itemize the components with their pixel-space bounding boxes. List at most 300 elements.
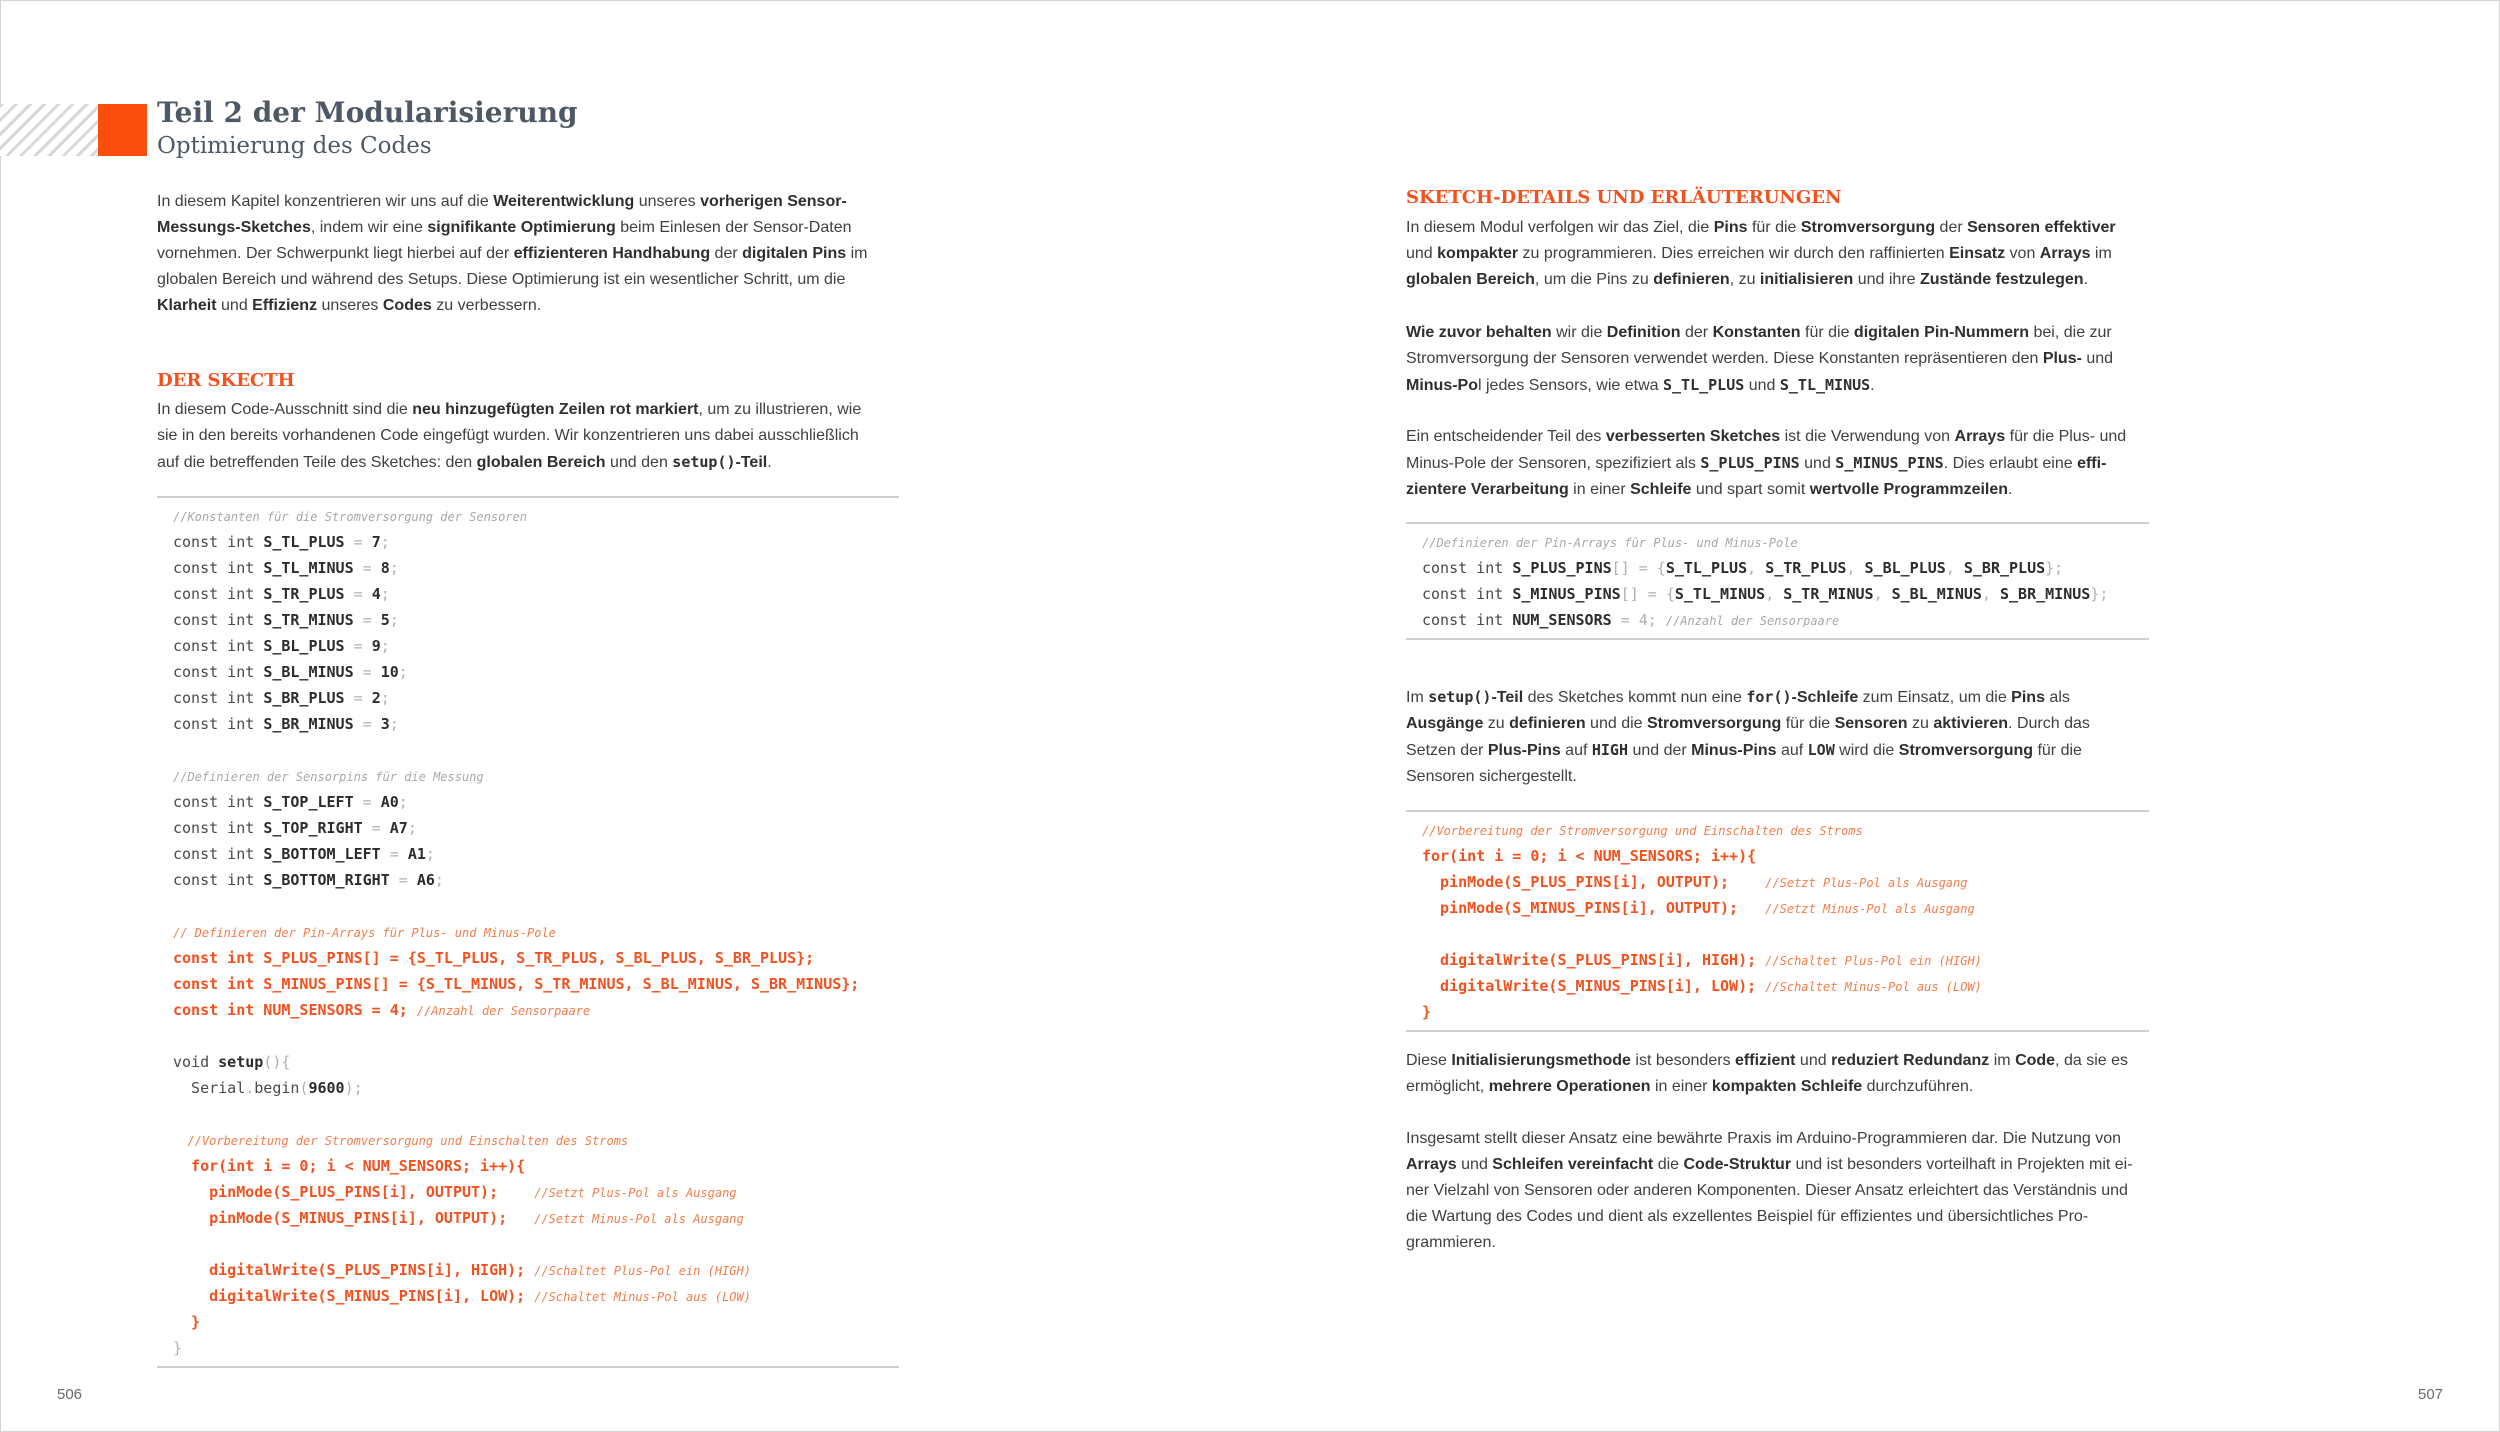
code-token: const int — [1422, 559, 1513, 577]
text-run: zu verbessern. — [431, 297, 542, 314]
code-token: = — [353, 611, 381, 629]
text-run: . — [2008, 481, 2013, 498]
bold-term: aktivieren — [1933, 715, 2009, 732]
section-heading-details: SKETCH-DETAILS UND ERLÄUTERUNGEN — [1406, 187, 1842, 208]
bold-term: Zustände festzulegen — [1920, 271, 2084, 288]
bold-term: vorherigen Sensor-Messungs-Sketches — [157, 193, 847, 236]
code-token: = — [389, 871, 417, 889]
code-line — [173, 815, 899, 841]
code-line — [173, 1335, 899, 1361]
text-run: durchzuführen. — [1862, 1078, 1974, 1095]
code-line — [173, 841, 899, 867]
code-token: const int — [173, 845, 264, 863]
inline-code: S_TL_PLUS — [1662, 376, 1745, 394]
text-run: und — [1799, 455, 1836, 472]
code-token: ); — [344, 1079, 363, 1097]
bold-term: verbesserten Sketches — [1605, 428, 1781, 445]
page-number-left: 506 — [57, 1386, 83, 1403]
code-block-setup-loop — [1406, 810, 2149, 1032]
code-token: //Setzt Plus-Pol als Ausgang — [534, 1186, 737, 1200]
bold-term: definieren — [1653, 271, 1730, 288]
bold-term: initialisieren — [1759, 271, 1854, 288]
code-line — [173, 1283, 899, 1309]
code-token: 7 — [371, 533, 381, 551]
code-token: A7 — [389, 819, 408, 837]
text-run: Im — [1406, 689, 1429, 706]
inline-code: S_MINUS_PINS — [1835, 454, 1944, 472]
text-run: . — [2083, 271, 2089, 288]
code-token: const int — [173, 715, 264, 733]
code-token: digitalWrite(S_MINUS_PINS[i], LOW); — [173, 1287, 535, 1305]
text-run: von — [2005, 245, 2040, 262]
bold-term: definieren — [1509, 715, 1586, 732]
bold-term: signifikante Optimierung — [427, 219, 616, 236]
bold-term: Sensoren effektiver — [1967, 219, 2116, 236]
bold-term: -Teil — [735, 454, 768, 471]
text-run: der — [1680, 324, 1713, 341]
code-token: S_BL_MINUS — [1891, 585, 1982, 603]
bold-term: -Schleife — [1791, 689, 1859, 706]
code-token: 8 — [380, 559, 390, 577]
text-run: beim Einlesen der Sensor-Daten vornehmen. Der Schwerpunkt liegt hierbei auf der — [157, 219, 852, 262]
code-token: , — [1945, 559, 1964, 577]
inline-code: S_PLUS_PINS — [1700, 454, 1800, 472]
code-token: = — [353, 793, 381, 811]
code-token: S_TR_MINUS — [1783, 585, 1874, 603]
code-token: digitalWrite(S_PLUS_PINS[i], HIGH); — [173, 1261, 535, 1279]
code-token: 5 — [380, 611, 390, 629]
code-line — [173, 1257, 899, 1283]
code-token: ; — [407, 819, 417, 837]
bold-term: Arrays — [2039, 245, 2091, 262]
code-token: begin — [254, 1079, 300, 1097]
code-line — [173, 1023, 899, 1049]
text-run: In diesem Code-Ausschnitt sind die — [157, 401, 413, 418]
hatch-decoration — [0, 104, 98, 156]
code-line — [1422, 555, 2149, 581]
text-run: und — [1795, 1052, 1832, 1069]
bold-term: Initialisierungsmethode — [1451, 1052, 1631, 1069]
bold-term: Klarheit — [157, 297, 217, 314]
bold-term: Minus-Pins — [1691, 742, 1777, 759]
code-line — [1422, 869, 2149, 895]
code-line — [173, 659, 899, 685]
text-run: für die Sensoren sichergestellt. — [1406, 742, 2082, 785]
code-line — [173, 711, 899, 737]
code-token: S_TR_PLUS — [263, 585, 345, 603]
code-token: setup — [218, 1053, 264, 1071]
code-line — [173, 997, 899, 1023]
code-line — [173, 1309, 899, 1335]
code-line — [1422, 817, 2149, 843]
code-token: 3 — [380, 715, 390, 733]
code-line — [173, 763, 899, 789]
code-token: S_TL_PLUS — [263, 533, 345, 551]
text-run: zum Einsatz, um die — [1858, 689, 2012, 706]
code-token: 2 — [371, 689, 381, 707]
bold-term: Minus-Po — [1406, 377, 1478, 394]
text-run: für die — [1800, 324, 1854, 341]
code-token: S_TOP_LEFT — [263, 793, 354, 811]
code-token: S_BR_MINUS — [2000, 585, 2091, 603]
bold-term: globalen Bereich — [1406, 271, 1535, 288]
details-paragraph-5 — [1406, 1048, 2133, 1100]
text-run: und — [1456, 1156, 1493, 1173]
text-run: im — [2090, 245, 2112, 262]
bold-term: kompakten Schleife — [1711, 1078, 1863, 1095]
text-run: und den — [605, 454, 673, 471]
bold-term: Code — [2015, 1052, 2056, 1069]
text-run: In diesem Kapitel konzentrieren wir uns auf die — [157, 193, 494, 210]
text-run: und — [1406, 245, 1438, 262]
code-token: } — [1422, 1003, 1432, 1021]
code-token: S_TOP_RIGHT — [263, 819, 363, 837]
inline-code: setup() — [672, 453, 736, 471]
code-token: [] = { — [1611, 559, 1666, 577]
code-token: pinMode(S_MINUS_PINS[i], OUTPUT); — [173, 1209, 535, 1227]
code-token: ; — [389, 559, 399, 577]
code-token: S_BL_MINUS — [263, 663, 354, 681]
text-run: der — [1935, 219, 1968, 236]
bold-term: reduziert Redundanz — [1831, 1052, 1990, 1069]
text-run: und — [1744, 377, 1780, 394]
code-token: 4 — [371, 585, 381, 603]
text-run: ist die Verwendung von — [1780, 428, 1955, 445]
code-line — [173, 789, 899, 815]
bold-term: digitalen Pins — [742, 245, 847, 262]
code-token: . — [245, 1079, 255, 1097]
code-token: ; — [389, 715, 399, 733]
bold-term: digitalen Pin-Nummern — [1853, 324, 2030, 341]
code-line — [1422, 843, 2149, 869]
code-token: S_BOTTOM_LEFT — [263, 845, 381, 863]
code-token: ; — [380, 533, 390, 551]
code-line — [173, 1127, 899, 1153]
inline-code: for() — [1746, 688, 1792, 706]
code-token: //Vorbereitung der Stromversorgung und Einschalten des Stroms — [1422, 824, 1863, 838]
code-token: const int — [1422, 611, 1513, 629]
text-run: und die — [1585, 715, 1647, 732]
bold-term: Stromversorgung — [1800, 219, 1936, 236]
text-run: zu programmieren. Dies erreichen wir durch den raffinierten — [1518, 245, 1950, 262]
text-run: . Durch das Setzen der — [1406, 715, 2090, 759]
code-token: pinMode(S_MINUS_PINS[i], OUTPUT); — [1422, 899, 1766, 917]
code-block-full-sketch — [157, 496, 899, 1368]
text-run: . Dies erlaubt eine — [1943, 455, 2078, 472]
text-run: In diesem Modul verfolgen wir das Ziel, die — [1406, 219, 1714, 236]
code-token: Serial — [173, 1079, 246, 1097]
page-number-right: 507 — [2418, 1386, 2444, 1403]
code-token: //Setzt Plus-Pol als Ausgang — [1765, 876, 1968, 890]
bold-term: Stromversorgung — [1898, 742, 2034, 759]
code-token: //Schaltet Minus-Pol aus (LOW) — [1765, 980, 1982, 994]
code-line — [1422, 947, 2149, 973]
text-run: für die — [1781, 715, 1835, 732]
text-run: und ist besonders vorteilhaft in Projekten mit einer Vielzahl von Sensoren oder anderen Komponenten. Dieser Ansatz erleichtert das Verständnis und die Wartung des Codes und dient als exzellentes Beispiel für effizientes und übersichtliches Programmieren. — [1406, 1156, 2133, 1251]
code-token: = — [362, 819, 390, 837]
code-token: const int NUM_SENSORS = 4; — [173, 1001, 417, 1019]
details-paragraph-1 — [1406, 215, 2133, 293]
inline-code: LOW — [1807, 741, 1835, 759]
text-run: zu — [1483, 715, 1510, 732]
text-run: in einer — [1650, 1078, 1712, 1095]
code-token: S_BR_PLUS — [1963, 559, 2046, 577]
code-token: , — [1747, 559, 1766, 577]
code-token: //Schaltet Minus-Pol aus (LOW) — [534, 1290, 751, 1304]
text-run: . — [1870, 377, 1875, 394]
code-token: //Konstanten für die Stromversorgung der Sensoren — [173, 510, 528, 524]
code-line — [173, 945, 899, 971]
code-token: //Definieren der Sensorpins für die Messung — [173, 770, 484, 784]
code-token: , — [1765, 585, 1784, 603]
bold-term: effizientere Verarbeitung — [1406, 455, 2107, 498]
code-token: for(int i = 0; i < NUM_SENSORS; i++){ — [1422, 847, 1757, 865]
accent-block — [98, 104, 147, 156]
code-token: } — [173, 1339, 183, 1357]
text-run: unseres — [634, 193, 701, 210]
text-run: , um die Pins zu — [1534, 271, 1654, 288]
bold-term: Einsatz — [1949, 245, 2006, 262]
sketch-intro-paragraph — [157, 397, 883, 476]
code-token: //Anzahl der Sensorpaare — [416, 1004, 591, 1018]
code-token: void — [173, 1053, 219, 1071]
code-token: S_TL_MINUS — [263, 559, 354, 577]
code-token: ; — [398, 663, 408, 681]
text-run: Diese — [1406, 1052, 1452, 1069]
code-token: S_TL_PLUS — [1665, 559, 1748, 577]
code-token: , — [1846, 559, 1865, 577]
code-token: , — [1981, 585, 2000, 603]
text-run: in einer — [1568, 481, 1631, 498]
code-token: //Vorbereitung der Stromversorgung und Einschalten des Stroms — [173, 1134, 629, 1148]
chapter-title: Teil 2 der Modularisierung — [157, 96, 578, 129]
text-run: für die Plus- und Minus-Pole der Sensoren, spezifiziert als — [1406, 428, 2127, 472]
bold-term: Arrays — [1954, 428, 2006, 445]
bold-term: globalen Bereich — [476, 454, 606, 471]
text-run: des Sketches kommt nun eine — [1523, 689, 1747, 706]
bold-term: neu hinzugefügten Zeilen rot markiert — [412, 401, 699, 418]
code-token: const int — [173, 819, 264, 837]
code-token: S_PLUS_PINS — [1512, 559, 1612, 577]
code-token: const int — [173, 637, 264, 655]
code-token: [] = { — [1620, 585, 1675, 603]
text-run: wird die — [1834, 742, 1899, 759]
code-token: A6 — [416, 871, 435, 889]
text-run: auf — [1776, 742, 1808, 759]
intro-paragraph — [157, 189, 883, 319]
text-run: und — [2081, 350, 2114, 367]
details-paragraph-2 — [1406, 320, 2133, 399]
bold-term: kompakter — [1437, 245, 1519, 262]
code-token: const int — [173, 793, 264, 811]
code-line — [173, 1101, 899, 1127]
code-token: for(int i = 0; i < NUM_SENSORS; i++){ — [173, 1157, 526, 1175]
code-token: ; — [434, 871, 444, 889]
details-paragraph-4 — [1406, 684, 2133, 790]
details-paragraph-6 — [1406, 1126, 2133, 1256]
code-line — [173, 737, 899, 763]
code-token: = — [353, 663, 381, 681]
section-heading-sketch: DER SKECTH — [157, 370, 295, 391]
text-run: , indem wir eine — [310, 219, 428, 236]
code-line — [1422, 999, 2149, 1025]
bold-term: Plus-Pins — [1487, 742, 1561, 759]
code-line — [173, 1231, 899, 1257]
code-block-pin-arrays — [1406, 522, 2149, 640]
text-run: und ihre — [1853, 271, 1920, 288]
code-token: const int — [173, 533, 264, 551]
text-run: und — [216, 297, 253, 314]
code-token: //Setzt Minus-Pol als Ausgang — [534, 1212, 744, 1226]
code-token: //Schaltet Plus-Pol ein (HIGH) — [534, 1264, 751, 1278]
code-line — [1422, 581, 2149, 607]
code-token: //Definieren der Pin-Arrays für Plus- und Minus-Pole — [1422, 536, 1798, 550]
text-run: zu — [1907, 715, 1934, 732]
code-token: //Schaltet Plus-Pol ein (HIGH) — [1765, 954, 1982, 968]
chapter-subtitle: Optimierung des Codes — [157, 133, 432, 159]
text-run: unseres — [317, 297, 383, 314]
text-run: . — [767, 454, 772, 471]
code-line — [173, 893, 899, 919]
text-run: und spart somit — [1691, 481, 1810, 498]
code-token: const int — [1422, 585, 1513, 603]
code-token: }; — [2090, 585, 2109, 603]
text-run: im globalen Bereich und während des Setups. Diese Optimierung ist ein wesentlicher Schritt, um die — [157, 245, 868, 288]
bold-term: Ausgänge — [1406, 715, 1484, 732]
code-token: ; — [425, 845, 435, 863]
code-line — [173, 503, 899, 529]
code-line — [1422, 973, 2149, 999]
code-line — [173, 581, 899, 607]
bold-term: Sensoren — [1834, 715, 1908, 732]
bold-term: Effizienz — [252, 297, 318, 314]
bold-term: Pins — [2011, 689, 2045, 706]
code-token: = — [353, 559, 381, 577]
code-token: }; — [2045, 559, 2064, 577]
code-token: pinMode(S_PLUS_PINS[i], OUTPUT); — [1422, 873, 1766, 891]
code-token: ; — [398, 793, 408, 811]
text-run: die — [1653, 1156, 1684, 1173]
code-line — [1422, 921, 2149, 947]
code-token: const int — [173, 585, 264, 603]
code-token: const int S_PLUS_PINS[] = {S_TL_PLUS, S_TR_PLUS, S_BL_PLUS, S_BR_PLUS}; — [173, 949, 815, 967]
code-line — [173, 633, 899, 659]
code-token: 9 — [371, 637, 381, 655]
details-paragraph-3 — [1406, 424, 2133, 503]
text-run: im — [1989, 1052, 2016, 1069]
code-token: ; — [389, 611, 399, 629]
code-line — [173, 867, 899, 893]
code-token: digitalWrite(S_MINUS_PINS[i], LOW); — [1422, 977, 1766, 995]
bold-term: -Teil — [1491, 689, 1524, 706]
code-token: digitalWrite(S_PLUS_PINS[i], HIGH); — [1422, 951, 1766, 969]
code-token: ; — [380, 689, 390, 707]
code-token: S_MINUS_PINS — [1512, 585, 1621, 603]
code-token: //Setzt Minus-Pol als Ausgang — [1765, 902, 1975, 916]
text-run: und der — [1628, 742, 1692, 759]
bold-term: Wie zuvor behalten — [1406, 324, 1552, 341]
code-token: const int — [173, 559, 264, 577]
text-run: der — [710, 245, 743, 262]
code-token: = — [380, 845, 408, 863]
code-token: const int — [173, 689, 264, 707]
code-token: S_BL_PLUS — [1864, 559, 1946, 577]
code-line — [173, 685, 899, 711]
text-run: , um zu illustrieren, wie sie in den bereits vorhandenen Code eingefügt wurden. Wir konzentrieren uns dabei ausschließlich auf die betreffenden Teile des Sketches: den — [157, 401, 862, 471]
code-token: 10 — [380, 663, 399, 681]
text-run: Insgesamt stellt dieser Ansatz eine bewährte Praxis im Arduino-Programmieren dar. Die Nutzung von — [1406, 1130, 2122, 1147]
code-token: } — [173, 1313, 201, 1331]
text-run: , zu — [1729, 271, 1760, 288]
inline-code: setup() — [1428, 688, 1492, 706]
code-token: //Anzahl der Sensorpaare — [1665, 614, 1840, 628]
text-run: Ein entscheidender Teil des — [1406, 428, 1606, 445]
text-run: , da sie es ermöglicht, — [1406, 1052, 2129, 1095]
code-token: A1 — [407, 845, 426, 863]
code-token: S_BR_MINUS — [263, 715, 354, 733]
code-token: S_TL_MINUS — [1674, 585, 1766, 603]
code-line — [1422, 529, 2149, 555]
text-run: als — [2044, 689, 2070, 706]
code-token: // Definieren der Pin-Arrays für Plus- und Minus-Pole — [173, 926, 556, 940]
text-run: wir die — [1551, 324, 1607, 341]
code-line — [1422, 895, 2149, 921]
code-line — [173, 1179, 899, 1205]
code-line — [173, 555, 899, 581]
code-line — [173, 529, 899, 555]
code-line — [173, 971, 899, 997]
code-token: S_BOTTOM_RIGHT — [263, 871, 390, 889]
text-run: bei, die zur Stromversorgung der Sensoren verwendet werden. Diese Konstanten repräsentieren den — [1406, 324, 2112, 367]
code-line — [173, 1075, 899, 1101]
code-token: = 4; — [1611, 611, 1666, 629]
code-token: ( — [299, 1079, 309, 1097]
code-line — [1422, 607, 2149, 633]
code-token: S_BL_PLUS — [263, 637, 345, 655]
bold-term: Arrays — [1406, 1156, 1457, 1173]
text-run: für die — [1747, 219, 1801, 236]
bold-term: Schleifen vereinfacht — [1492, 1156, 1654, 1173]
bold-term: effizienteren Handhabung — [513, 245, 711, 262]
code-token: const int — [173, 663, 264, 681]
text-run: auf — [1560, 742, 1592, 759]
inline-code: HIGH — [1591, 741, 1628, 759]
bold-term: effizient — [1735, 1052, 1796, 1069]
text-run: ist besonders — [1630, 1052, 1736, 1069]
code-token: NUM_SENSORS — [1512, 611, 1612, 629]
bold-term: Pins — [1713, 219, 1748, 236]
bold-term: Plus- — [2042, 350, 2082, 367]
bold-term: Stromversorgung — [1647, 715, 1782, 732]
code-token: = — [353, 715, 381, 733]
code-token: pinMode(S_PLUS_PINS[i], OUTPUT); — [173, 1183, 535, 1201]
code-token: const int — [173, 871, 264, 889]
text-run: l jedes Sensors, wie etwa — [1478, 377, 1663, 394]
inline-code: S_TL_MINUS — [1779, 376, 1871, 394]
code-line — [173, 1205, 899, 1231]
code-token: = — [344, 533, 372, 551]
bold-term: Codes — [382, 297, 432, 314]
code-token: (){ — [263, 1053, 291, 1071]
code-line — [173, 1049, 899, 1075]
code-token: ; — [380, 637, 390, 655]
code-line — [173, 919, 899, 945]
code-token: S_TR_MINUS — [263, 611, 354, 629]
bold-term: Schleife — [1630, 481, 1692, 498]
code-token: = — [344, 585, 372, 603]
code-token: ; — [380, 585, 390, 603]
code-token: A0 — [380, 793, 399, 811]
